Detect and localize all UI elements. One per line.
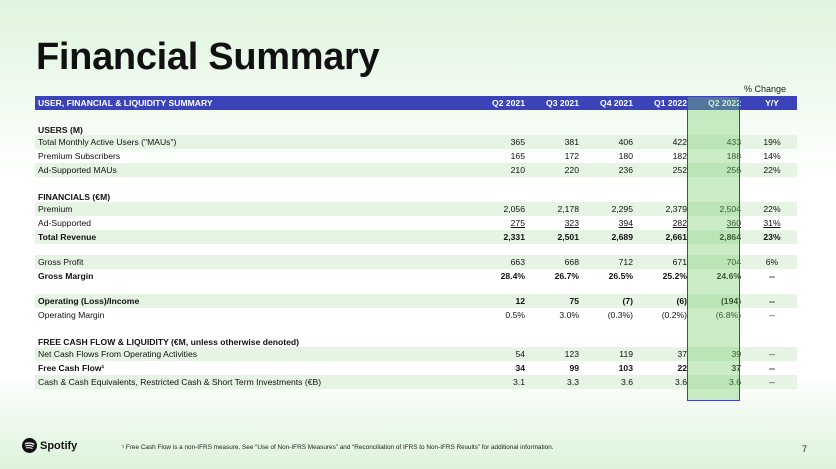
section-row	[35, 121, 797, 135]
spacer-row	[35, 322, 797, 333]
cell: 119	[585, 347, 639, 361]
row-label: Gross Profit	[35, 255, 479, 269]
row-label: Net Cash Flows From Operating Activities	[35, 347, 479, 361]
cell: 3.1	[479, 375, 531, 389]
cell: 3.0%	[559, 310, 579, 320]
table-row	[35, 347, 797, 361]
cell: 26.5%	[608, 271, 633, 281]
row-label: Ad-Supported MAUs	[35, 163, 479, 177]
cell: --	[747, 347, 797, 361]
cell: 282	[672, 218, 687, 228]
header-col: Q4 2021	[585, 96, 639, 110]
financial-summary-table	[35, 96, 797, 389]
table-row	[35, 269, 797, 283]
cell: 31%	[763, 218, 781, 228]
cell: 252	[639, 163, 693, 177]
cell: 24.6%	[716, 271, 741, 281]
table-row	[35, 255, 797, 269]
row-label: Operating Margin	[38, 310, 105, 320]
cell: 3.6	[693, 375, 747, 389]
cell: 381	[531, 135, 585, 149]
header-label: USER, FINANCIAL & LIQUIDITY SUMMARY	[35, 96, 479, 110]
cell: 39	[693, 347, 747, 361]
cell: 14%	[763, 151, 781, 161]
cell: 23%	[747, 230, 797, 244]
cell: 2,178	[531, 202, 585, 216]
footnote: ¹ Free Cash Flow is a non-IFRS measure. See “Use of Non-IFRS Measures” and “Reconciliation of IFRS to Non-IFRS Results” for additional information.	[122, 444, 554, 451]
cell: 663	[479, 255, 531, 269]
table-header-row	[35, 96, 797, 110]
cell: 360	[726, 218, 741, 228]
cell: 365	[479, 135, 531, 149]
cell: 2,295	[585, 202, 639, 216]
cell: 671	[639, 255, 693, 269]
cell: 406	[585, 135, 639, 149]
header-col: Q2 2022	[693, 96, 747, 110]
cell: 182	[672, 151, 687, 161]
cell: 28.4%	[500, 271, 525, 281]
cell: --	[769, 363, 775, 373]
header-col: Q3 2021	[531, 96, 585, 110]
cell: (0.3%)	[607, 310, 633, 320]
cell: 704	[693, 255, 747, 269]
pct-change-label: % Change	[743, 84, 787, 94]
cell: 22%	[747, 163, 797, 177]
section-row	[35, 333, 797, 347]
cell: 275	[510, 218, 525, 228]
cell: 123	[531, 347, 585, 361]
cell: 220	[531, 163, 585, 177]
cell: (7)	[585, 294, 639, 308]
spacer-row	[35, 110, 797, 121]
cell: 12	[479, 294, 531, 308]
header-col: Y/Y	[747, 96, 797, 110]
cell: 6%	[747, 255, 797, 269]
cell: (194)	[693, 294, 747, 308]
cell: 323	[564, 218, 579, 228]
cell: (0.2%)	[661, 310, 687, 320]
spacer-row	[35, 177, 797, 188]
cell: 37	[639, 347, 693, 361]
cell: 19%	[747, 135, 797, 149]
cell: 256	[693, 163, 747, 177]
table-row	[35, 375, 797, 389]
cell: 236	[585, 163, 639, 177]
row-label: Operating (Loss)/Income	[35, 294, 479, 308]
cell: 3.6	[585, 375, 639, 389]
spotify-logo	[22, 438, 77, 453]
cell: 2,331	[479, 230, 531, 244]
cell: 2,379	[639, 202, 693, 216]
cell: (6)	[639, 294, 693, 308]
cell: 22%	[747, 202, 797, 216]
table-row	[35, 135, 797, 149]
cell: 394	[618, 218, 633, 228]
cell: --	[747, 294, 797, 308]
cell: 2,661	[639, 230, 693, 244]
row-label: Gross Margin	[38, 271, 94, 281]
cell: --	[747, 375, 797, 389]
section-row	[35, 188, 797, 202]
cell: 99	[569, 363, 579, 373]
table-row	[35, 163, 797, 177]
cell: 668	[531, 255, 585, 269]
cell: 54	[479, 347, 531, 361]
spacer-row	[35, 244, 797, 255]
section-financials: FINANCIALS (€M)	[38, 192, 111, 202]
row-label: Free Cash Flow¹	[38, 363, 105, 373]
section-users: USERS (M)	[38, 125, 83, 135]
row-label: Cash & Cash Equivalents, Restricted Cash & Short Term Investments (€B)	[35, 375, 479, 389]
spacer-row	[35, 283, 797, 294]
cell: 172	[564, 151, 579, 161]
row-label: Total Monthly Active Users ("MAUs")	[35, 135, 479, 149]
table-row	[35, 308, 797, 322]
cell: 422	[639, 135, 693, 149]
spotify-icon	[22, 438, 37, 453]
header-col: Q1 2022	[639, 96, 693, 110]
cell: 26.7%	[554, 271, 579, 281]
section-fcf: FREE CASH FLOW & LIQUIDITY (€M, unless otherwise denoted)	[38, 337, 300, 347]
cell: 2,056	[479, 202, 531, 216]
cell: 210	[479, 163, 531, 177]
row-label: Ad-Supported	[38, 218, 92, 228]
table-row	[35, 216, 797, 230]
cell: 3.6	[639, 375, 693, 389]
table-row	[35, 361, 797, 375]
cell: 3.3	[531, 375, 585, 389]
cell: 433	[693, 135, 747, 149]
cell: 75	[531, 294, 585, 308]
page-number: 7	[802, 444, 808, 454]
row-label: Total Revenue	[35, 230, 479, 244]
cell: 188	[726, 151, 741, 161]
table-row	[35, 202, 797, 216]
cell: (6.8%)	[715, 310, 741, 320]
row-label: Premium Subscribers	[38, 151, 121, 161]
cell: 22	[677, 363, 687, 373]
row-label: Premium	[35, 202, 479, 216]
page-title: Financial Summary	[36, 36, 380, 78]
cell: --	[769, 271, 775, 281]
table-row	[35, 149, 797, 163]
table-row	[35, 230, 797, 244]
cell: 37	[731, 363, 741, 373]
header-col: Q2 2021	[479, 96, 531, 110]
cell: 165	[510, 151, 525, 161]
cell: --	[769, 310, 775, 320]
cell: 0.5%	[505, 310, 525, 320]
cell: 712	[585, 255, 639, 269]
cell: 2,504	[693, 202, 747, 216]
cell: 34	[515, 363, 525, 373]
cell: 2,864	[693, 230, 747, 244]
spotify-wordmark: Spotify	[40, 439, 78, 452]
cell: 2,501	[531, 230, 585, 244]
cell: 25.2%	[662, 271, 687, 281]
cell: 2,689	[585, 230, 639, 244]
table-row	[35, 294, 797, 308]
cell: 103	[618, 363, 633, 373]
cell: 180	[618, 151, 633, 161]
